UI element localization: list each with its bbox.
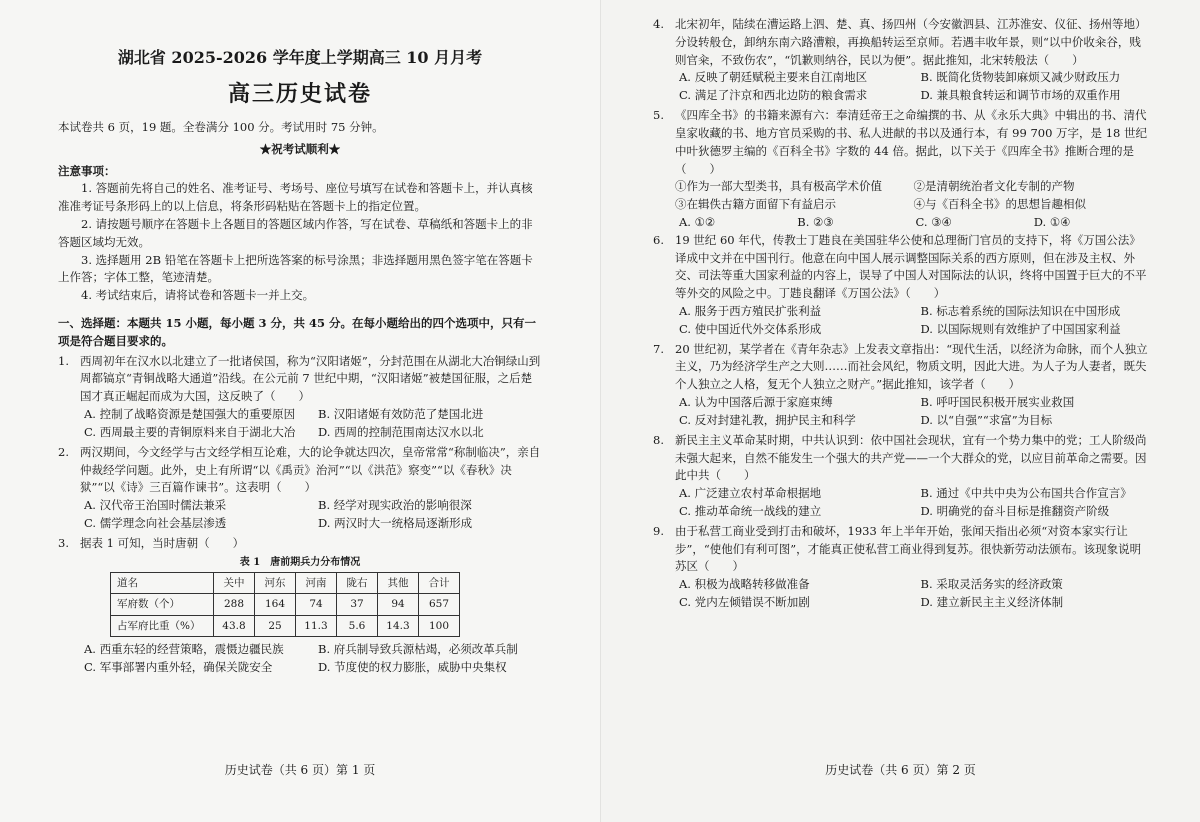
exam-title: 湖北省 2025-2026 学年度上学期高三 10 月月考 <box>117 48 483 67</box>
option-b: B. 呼吁国民积极开展实业救国 <box>920 395 1075 410</box>
question-8 <box>653 432 1152 485</box>
option-d: D. 兼具粮食转运和调节市场的双重作用 <box>920 88 1121 103</box>
question-stem: 由于私营工商业受到打击和破坏，1933 年上半年开始，张闻天指出必须“对资本家实行让步”，“使他们有利可图”，才能真正使私营工商业得到复苏。很快新劳动法颁布。该现象说明苏区（ ） <box>675 523 1142 574</box>
option-d: D. 建立新民主主义经济体制 <box>920 595 1064 609</box>
option-d: D. 节度使的权力膨胀，威胁中央集权 <box>318 659 507 674</box>
question-9 <box>653 523 1152 576</box>
option-c: C. 反对封建礼教，拥护民主和科学 <box>679 412 856 427</box>
option-b: B. 既简化货物装卸麻烦又减少财政压力 <box>920 70 1121 85</box>
question-stem: 北宋初年，陆续在漕运路上泗、楚、真、扬四州（今安徽泗县、江苏淮安、仪征、扬州等地）分设转般仓，卸纳东南六路漕粮，再换船转运至京师。若遇丰收年景，则“以中价收籴谷，贱则官籴，不致伤农”，“饥歉则纳谷，民以为便”。据此推知，北宋转般法（ ） <box>675 17 1147 67</box>
table-cell: 43.8 <box>214 615 255 636</box>
statement-3: ③在辑佚古籍方面留下有益启示 <box>675 197 836 212</box>
option-c: C. 满足了汴京和西北边防的粮食需求 <box>679 88 868 103</box>
option-b: B. ②③ <box>797 214 834 229</box>
statement-2: ②是清朝统治者文化专制的产物 <box>913 179 1075 194</box>
exam-intro: 本试卷共 6 页，19 题。全卷满分 100 分。考试用时 75 分钟。 <box>58 119 384 134</box>
question-stem: 据表 1 可知，当时唐朝（ ） <box>80 535 245 550</box>
table-row <box>111 615 460 636</box>
table-caption: 表 1 唐前期兵力分布情况 <box>239 556 361 568</box>
table-cell: 100 <box>419 615 460 636</box>
question-5 <box>653 107 1152 178</box>
question-number: 2. <box>58 444 69 459</box>
question-7-options <box>653 394 1152 430</box>
note-3: 3. 选择题用 2B 铅笔在答题卡上把所选答案的标号涂黑；非选择题用黑色签字笔在答题卡上作答；字体工整，笔迹清楚。 <box>58 252 533 285</box>
statement-1: ①作为一部大型类书，具有极高学术价值 <box>675 179 882 194</box>
question-number: 9. <box>653 523 664 538</box>
question-3 <box>58 535 542 553</box>
note-2: 2. 请按题号顺序在答题卡上各题目的答题区域内作答，写在试卷、草稿纸和答题卡上的非答题区域均无效。 <box>58 216 533 249</box>
question-stem: 《四库全书》的书籍来源有六：奉清廷帝王之命编撰的书、从《永乐大典》中辑出的书、清代皇家收藏的书、地方官员采购的书、私人进献的书以及通行本，有 99 700 万字，是 18 世纪中叶狄德罗主编的《百科全书》字数的 44 倍。据此，以下关于《四库全书》推断合理的是（ ） <box>675 108 1147 176</box>
question-6 <box>653 232 1152 303</box>
notes-heading: 注意事项： <box>58 163 116 178</box>
option-c: C. 军事部署内重外轻，确保关陇安全 <box>84 659 273 674</box>
question-2 <box>58 444 542 497</box>
table-header-cell: 河南 <box>296 573 337 594</box>
option-c: C. 西周最主要的青铜原料来自于湖北大冶 <box>84 424 296 439</box>
question-number: 3. <box>58 535 69 550</box>
question-stem: 19 世纪 60 年代，传教士丁韪良在美国驻华公使和总理衙门官员的支持下，将《万国公法》译成中文并在中国刊行。他意在向中国人展示调整国际关系的西方原则，但在涉及主权、外交、司法等重大国家利益的内容上，误导了中国人对国际法的认识，终将中国置于巨大的不平等外交的风险之中。丁韪良翻译《万国公法》（ ） <box>675 232 1147 301</box>
table-row <box>111 594 460 615</box>
table-cell: 657 <box>419 594 460 615</box>
option-a: A. ①② <box>679 214 716 229</box>
option-c: C. 党内左倾错误不断加剧 <box>679 595 810 609</box>
table-cell: 74 <box>296 594 337 615</box>
table-cell: 占军府比重（%） <box>111 615 214 636</box>
page-footer: 历史试卷（共 6 页）第 2 页 <box>825 763 976 778</box>
question-number: 1. <box>58 353 69 368</box>
table-header-cell: 河东 <box>255 573 296 594</box>
question-8-options <box>653 485 1152 521</box>
question-number: 4. <box>653 17 664 31</box>
question-5-statements <box>653 178 1152 214</box>
note-1: 1. 答题前先将自己的姓名、准考证号、考场号、座位号填写在试卷和答题卡上，并认真核准准考证号条形码上的以上信息，将条形码粘贴在答题卡上的指定位置。 <box>58 181 533 214</box>
table-header-cell: 关中 <box>214 573 255 594</box>
page-2 <box>600 0 1200 822</box>
option-d: D. 明确党的奋斗目标是推翻资产阶级 <box>920 503 1110 518</box>
table-header-row <box>111 573 460 594</box>
question-1 <box>58 353 542 406</box>
option-a: A. 汉代帝王治国时儒法兼采 <box>84 498 227 513</box>
option-b: B. 通过《中共中央为公布国共合作宣言》 <box>920 486 1132 501</box>
question-number: 6. <box>653 232 664 247</box>
subject-title: 高三历史试卷 <box>227 80 372 107</box>
note-4: 4. 考试结束后，请将试卷和答题卡一并上交。 <box>81 288 315 303</box>
option-c: C. 推动革命统一战线的建立 <box>679 503 822 518</box>
table-cell: 288 <box>214 594 255 615</box>
option-b: B. 汉阳诸姬有效防范了楚国北进 <box>318 407 484 422</box>
table-header-cell: 合计 <box>419 573 460 594</box>
option-a: A. 认为中国落后源于家庭束缚 <box>679 395 833 410</box>
table-cell: 11.3 <box>296 615 337 636</box>
option-b: B. 经学对现实政治的影响很深 <box>318 498 472 513</box>
question-5-options <box>653 214 1152 232</box>
question-3-options <box>58 641 542 677</box>
page-footer: 历史试卷（共 6 页）第 1 页 <box>224 763 376 778</box>
option-d: D. 西周的控制范围南达汉水以北 <box>318 424 484 439</box>
question-4 <box>653 16 1152 69</box>
question-number: 7. <box>653 341 664 356</box>
option-a: A. 积极为战略转移做准备 <box>679 577 810 592</box>
table-cell: 94 <box>378 594 419 615</box>
question-stem: 两汉期间，今文经学与古文经学相互论难，大的论争就达四次，皇帝常常“称制临决”，亲自仲裁经学问题。此外，史上有所谓“以《禹贡》治河”“以《洪范》察变”“以《春秋》决狱”“以《诗》三百篇作谏书”。这表明（ ） <box>80 444 541 495</box>
table-header-cell: 道名 <box>111 573 214 594</box>
option-c: C. ③④ <box>915 214 952 229</box>
question-number: 5. <box>653 108 664 123</box>
question-1-options <box>58 406 542 442</box>
question-7 <box>653 341 1152 394</box>
question-9-options <box>653 576 1152 612</box>
table-cell: 25 <box>255 615 296 636</box>
table-header-cell: 陇右 <box>337 573 378 594</box>
option-d: D. 以国际规则有效维护了中国国家利益 <box>920 321 1121 336</box>
option-d: D. 以“自强”“求富”为目标 <box>920 412 1053 427</box>
question-2-options <box>58 497 542 533</box>
option-a: A. 控制了战略资源是楚国强大的重要原因 <box>84 407 296 422</box>
option-d: D. ①④ <box>1033 214 1071 229</box>
option-a: A. 西重东轻的经营策略，震慑边疆民族 <box>84 641 284 656</box>
option-a: A. 反映了朝廷赋税主要来自江南地区 <box>679 70 868 85</box>
option-d: D. 两汉时大一统格局逐渐形成 <box>318 515 473 530</box>
statement-4: ④与《百科全书》的思想旨趣相似 <box>913 197 1086 212</box>
question-stem: 20 世纪初，某学者在《青年杂志》上发表文章指出：“现代生活，以经济为命脉，而个人独立主义，乃为经济学生产之大则……而社会风纪，物质文明，因此大进。为人子为人妻者，既失个人独立之人格，复无个人独立之财产。”据此推知，该学者（ ） <box>675 341 1148 392</box>
table-header-cell: 其他 <box>378 573 419 594</box>
option-b: B. 标志着系统的国际法知识在中国形成 <box>920 304 1121 318</box>
table-cell: 5.6 <box>337 615 378 636</box>
option-c: C. 儒学理念向社会基层渗透 <box>84 515 227 530</box>
option-a: A. 服务于西方殖民扩张利益 <box>679 304 822 318</box>
option-b: B. 采取灵活务实的经济政策 <box>920 577 1063 592</box>
table-cell: 14.3 <box>378 615 419 636</box>
question-number: 8. <box>653 432 664 447</box>
table-cell: 军府数（个） <box>111 594 214 615</box>
troop-distribution-table <box>110 572 460 637</box>
option-b: B. 府兵制导致兵源枯竭，必须改革兵制 <box>318 641 518 656</box>
option-c: C. 使中国近代外交体系形成 <box>679 321 822 336</box>
table-cell: 37 <box>337 594 378 615</box>
question-stem: 西周初年在汉水以北建立了一批诸侯国，称为“汉阳诸姬”，分封范围在从湖北大冶铜绿山到周都镐京“青铜战略大通道”沿线。在公元前 7 世纪中期，“汉阳诸姬”被楚国征服，之后楚国才真正崛起而成为大国，这反映了（ ） <box>80 353 541 404</box>
question-6-options <box>653 303 1152 339</box>
question-4-options <box>653 69 1152 105</box>
option-a: A. 广泛建立农村革命根据地 <box>679 486 822 501</box>
table-cell: 164 <box>255 594 296 615</box>
good-luck-banner: ★祝考试顺利★ <box>259 141 341 156</box>
question-stem: 新民主主义革命某时期，中共认识到：依中国社会现状，宜有一个势力集中的党；工人阶级尚未强大起来，自然不能发生一个强大的共产党——一个大群众的党，以应目前革命之需要。因此中共（ ） <box>675 432 1147 483</box>
section-heading: 一、选择题：本题共 15 小题，每小题 3 分，共 45 分。在每小题给出的四个选项中，只有一项是符合题目要求的。 <box>58 316 537 348</box>
